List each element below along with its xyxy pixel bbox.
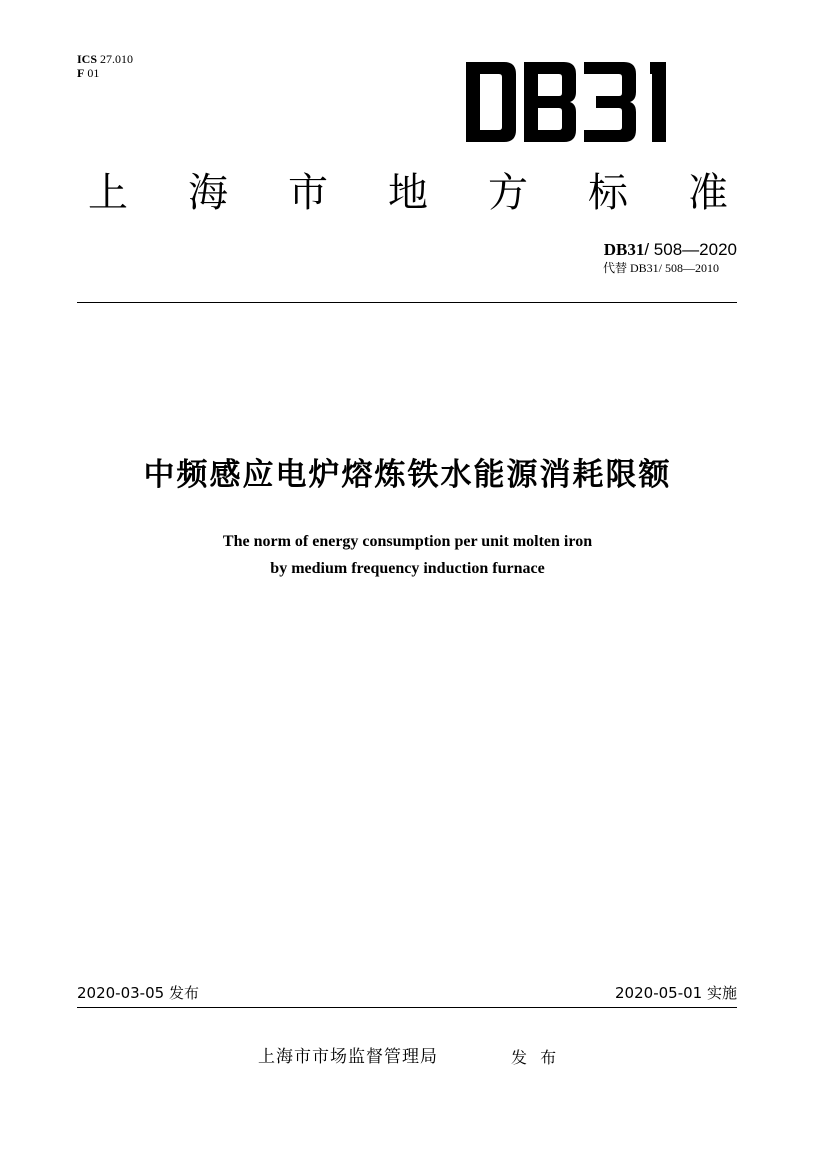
standard-type-char: 海 [188, 170, 228, 216]
document-title-zh: 中频感应电炉熔炼铁水能源消耗限额 [143, 457, 672, 493]
document-title-en-line2: by medium frequency induction furnace [270, 560, 545, 577]
issuing-authority: 上海市市场监督管理局 [258, 1047, 438, 1067]
implement-date-label: 实施 [706, 984, 737, 1002]
db31-logo [466, 62, 691, 142]
issuing-label: 发 布 [511, 1048, 557, 1067]
standard-number-prefix: DB31 [603, 240, 645, 259]
footer-divider [77, 1007, 737, 1008]
standard-type-char: 地 [388, 170, 428, 216]
document-title-en-line1: The norm of energy consumption per unit molten iron [222, 533, 593, 550]
standard-type-char: 市 [288, 170, 328, 216]
standard-type-char: 上 [88, 170, 128, 216]
replaces-label: 代替 [602, 261, 627, 275]
replaces-code: DB31/ 508—2010 [629, 261, 719, 275]
standard-type-char: 方 [488, 170, 528, 216]
replaces-line [603, 261, 719, 275]
implement-date-line [615, 983, 737, 1003]
implement-date: 2020-05-01 [615, 984, 703, 1002]
ics-label: ICS [77, 52, 98, 66]
classification-codes [77, 52, 133, 80]
standard-type-char: 准 [688, 170, 728, 216]
document-title-en [0, 528, 815, 582]
ics-line [77, 52, 133, 66]
standard-number [604, 240, 737, 260]
issue-date: 2020-03-05 [77, 984, 165, 1002]
standard-type-char: 标 [588, 170, 628, 216]
header-divider [77, 302, 737, 303]
issue-date-label: 发布 [168, 984, 199, 1002]
ics-code: 27.010 [100, 52, 134, 66]
ccs-label: F [77, 66, 85, 80]
standard-number-value: / 508—2020 [644, 240, 737, 259]
standard-type-heading [88, 168, 728, 218]
ccs-line [77, 66, 133, 80]
issue-date-line [77, 983, 199, 1003]
ccs-code: 01 [87, 66, 100, 80]
